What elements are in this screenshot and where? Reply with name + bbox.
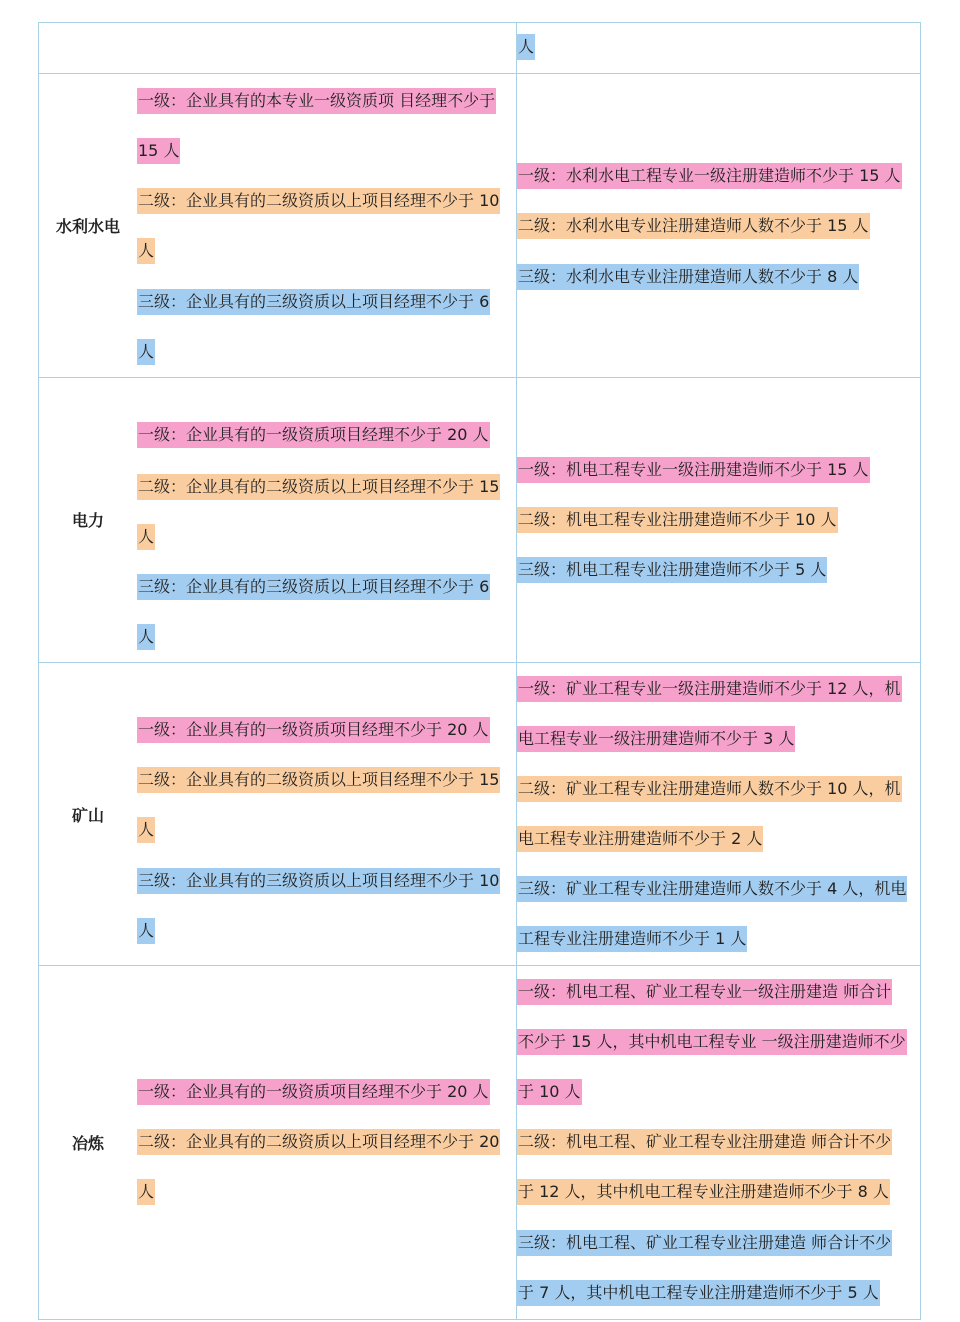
manager-requirement-pink: 一级：企业具有的一级资质项目经理不少于 20 人 (137, 422, 490, 448)
category-label: 矿山 (71, 806, 104, 825)
manager-requirement-orange: 二级：企业具有的二级资质以上项目经理不少于 20 (137, 1129, 500, 1155)
constructor-requirement-blue: 工程专业注册建造师不少于 1 人 (517, 926, 747, 952)
constructor-requirement-orange: 于 12 人，其中机电工程专业注册建造师不少于 8 人 (517, 1179, 890, 1205)
manager-requirement-blue: 人 (137, 339, 155, 365)
manager-requirement-orange: 人 (137, 817, 155, 843)
row-divider (38, 377, 921, 378)
constructor-requirement-pink: 于 10 人 (517, 1079, 582, 1105)
constructor-requirement-blue: 三级：矿业工程专业注册建造师人数不少于 4 人，机电 (517, 876, 907, 902)
constructor-requirement-blue: 人 (517, 34, 535, 60)
manager-requirement-pink: 一级：企业具有的本专业一级资质项 目经理不少于 (137, 88, 496, 114)
constructor-requirement-orange: 二级：水利水电专业注册建造师人数不少于 15 人 (517, 213, 870, 239)
category-label: 电力 (71, 511, 104, 530)
constructor-requirement-blue: 三级：机电工程专业注册建造师不少于 5 人 (517, 557, 827, 583)
manager-requirement-blue: 三级：企业具有的三级资质以上项目经理不少于 10 (137, 868, 500, 894)
constructor-requirement-pink: 不少于 15 人，其中机电工程专业 一级注册建造师不少 (517, 1029, 907, 1055)
manager-requirement-orange: 二级：企业具有的二级资质以上项目经理不少于 15 (137, 767, 500, 793)
category-label: 冶炼 (71, 1134, 104, 1153)
row-divider (38, 662, 921, 663)
manager-requirement-pink: 一级：企业具有的一级资质项目经理不少于 20 人 (137, 1079, 490, 1105)
manager-requirement-blue: 三级：企业具有的三级资质以上项目经理不少于 6 (137, 574, 490, 600)
manager-requirement-orange: 人 (137, 238, 155, 264)
row-divider (38, 73, 921, 74)
manager-requirement-orange: 二级：企业具有的二级资质以上项目经理不少于 15 (137, 474, 500, 500)
constructor-requirement-orange: 二级：矿业工程专业注册建造师人数不少于 10 人，机 (517, 776, 902, 802)
constructor-requirement-orange: 二级：机电工程、矿业工程专业注册建造 师合计不少 (517, 1129, 892, 1155)
constructor-requirement-blue: 三级：机电工程、矿业工程专业注册建造 师合计不少 (517, 1230, 892, 1256)
manager-requirement-blue: 人 (137, 918, 155, 944)
row-divider (38, 965, 921, 966)
constructor-requirement-blue: 于 7 人，其中机电工程专业注册建造师不少于 5 人 (517, 1280, 880, 1306)
manager-requirement-pink: 15 人 (137, 138, 180, 164)
manager-requirement-orange: 人 (137, 1179, 155, 1205)
constructor-requirement-orange: 电工程专业注册建造师不少于 2 人 (517, 826, 763, 852)
constructor-requirement-orange: 二级：机电工程专业注册建造师不少于 10 人 (517, 507, 838, 533)
manager-requirement-pink: 一级：企业具有的一级资质项目经理不少于 20 人 (137, 717, 490, 743)
constructor-requirement-blue: 三级：水利水电专业注册建造师人数不少于 8 人 (517, 264, 859, 290)
manager-requirement-orange: 二级：企业具有的二级资质以上项目经理不少于 10 (137, 188, 500, 214)
manager-requirement-orange: 人 (137, 524, 155, 550)
constructor-requirement-pink: 一级：机电工程专业一级注册建造师不少于 15 人 (517, 457, 870, 483)
constructor-requirement-pink: 电工程专业一级注册建造师不少于 3 人 (517, 726, 795, 752)
constructor-requirement-pink: 一级：水利水电工程专业一级注册建造师不少于 15 人 (517, 163, 902, 189)
manager-requirement-blue: 人 (137, 624, 155, 650)
category-label: 水利水电 (55, 217, 120, 236)
constructor-requirement-pink: 一级：机电工程、矿业工程专业一级注册建造 师合计 (517, 979, 892, 1005)
constructor-requirement-pink: 一级：矿业工程专业一级注册建造师不少于 12 人，机 (517, 676, 902, 702)
manager-requirement-blue: 三级：企业具有的三级资质以上项目经理不少于 6 (137, 289, 490, 315)
